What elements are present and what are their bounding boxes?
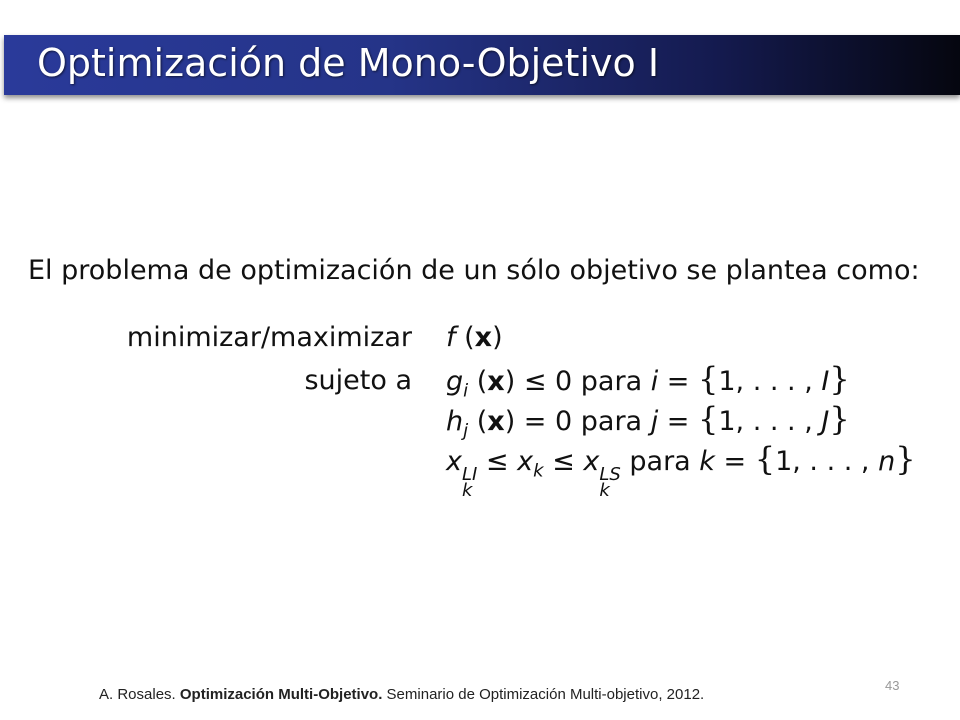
bound-constraint: x LI k ≤ $x_k \le x$ LS k para k = {1, . . . , n} bbox=[446, 440, 916, 501]
slide-title-bar bbox=[4, 35, 960, 95]
citation bbox=[99, 686, 704, 703]
citation-work: Optimización Multi-Objetivo. bbox=[179, 686, 383, 703]
objective-formula: f (x) bbox=[446, 322, 503, 353]
page-number: 43 bbox=[885, 678, 900, 693]
objective-label: minimizar/maximizar bbox=[126, 322, 412, 353]
equality-constraint: $h_j$ (x) = 0 para j = {1, . . . , J} bbox=[446, 400, 850, 442]
subject-to-label: sujeto a bbox=[304, 365, 412, 396]
citation-venue: Seminario de Optimización Multi-objetivo, 2012. bbox=[386, 686, 705, 703]
inequality-constraint: $g_i$ (x) ≤ 0 para i = {1, . . . , I} bbox=[446, 360, 850, 402]
intro-text: El problema de optimización de un sólo objetivo se plantea como: bbox=[28, 255, 920, 286]
citation-author: A. Rosales. bbox=[99, 686, 176, 703]
slide-title: Optimización de Mono-Objetivo I bbox=[37, 41, 660, 85]
